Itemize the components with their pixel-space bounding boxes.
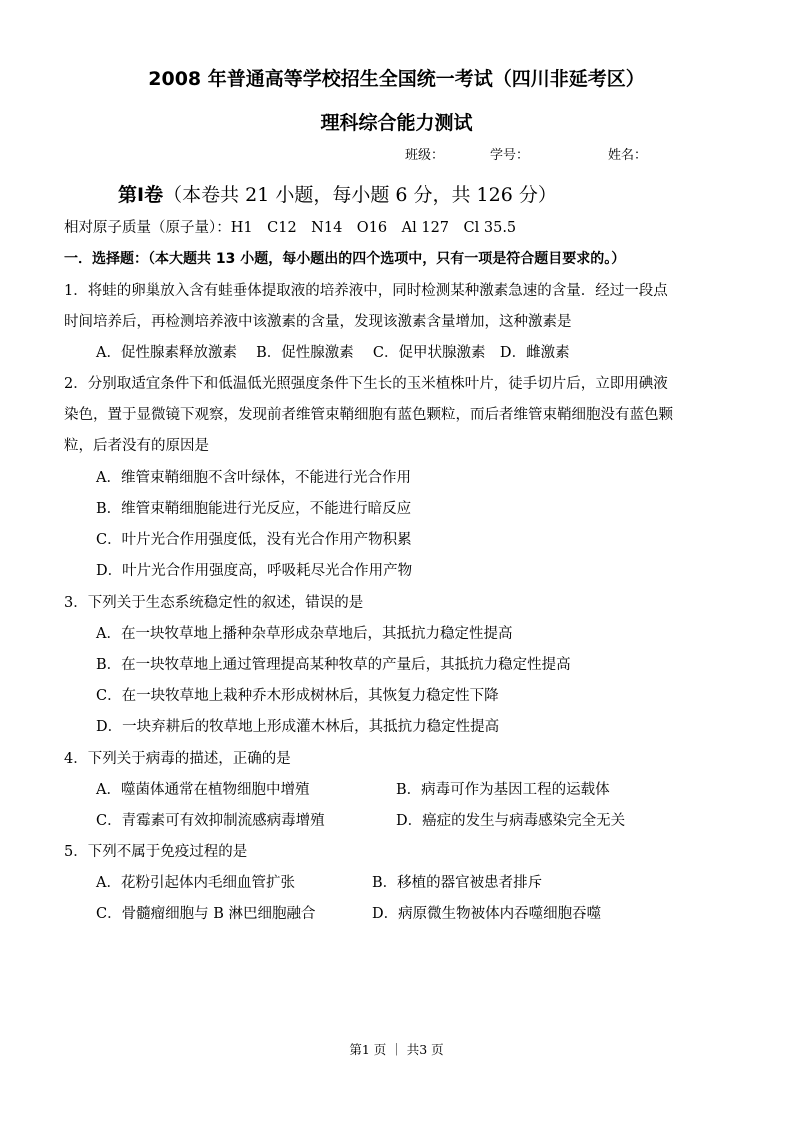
exam-subtitle: 理科综合能力测试	[320, 112, 473, 134]
question-4-option-d: D．癌症的发生与病毒感染完全无关	[396, 813, 626, 829]
question-5-option-c: C．骨髓瘤细胞与 B 淋巴细胞融合	[96, 906, 316, 922]
question-2-option-a: A．维管束鞘细胞不含叶绿体，不能进行光合作用	[96, 470, 411, 486]
question-2-line-2: 染色，置于显微镜下观察，发现前者维管束鞘细胞有蓝色颗粒，而后者维管束鞘细胞没有蓝色颗	[64, 407, 673, 423]
question-1-options: A．促性腺素释放激素 B．促性腺激素 C．促甲状腺激素 D．雌激素	[96, 345, 570, 361]
question-4-option-a: A．噬菌体通常在植物细胞中增殖	[96, 782, 310, 798]
class-label: 班级：	[405, 148, 445, 163]
question-2-line-3: 粒，后者没有的原因是	[64, 438, 209, 454]
question-5-option-a: A．花粉引起体内毛细血管扩张	[96, 875, 295, 891]
question-5-option-b: B．移植的器官被患者排斥	[372, 875, 543, 891]
part1-heading: 一．选择题：（本大题共 13 小题，每小题出的四个选项中，只有一项是符合题目要求的。）	[64, 251, 626, 267]
section-title: 第Ⅰ卷	[118, 184, 164, 206]
question-3-option-a: A．在一块牧草地上播种杂草形成杂草地后，其抵抗力稳定性提高	[96, 626, 513, 642]
question-2-option-d: D．叶片光合作用强度高，呼吸耗尽光合作用产物	[96, 563, 413, 579]
exam-title: 2008 年普通高等学校招生全国统一考试（四川非延考区）	[148, 68, 645, 90]
question-3-option-d: D．一块弃耕后的牧草地上形成灌木林后，其抵抗力稳定性提高	[96, 719, 500, 735]
question-5-option-d: D．病原微生物被体内吞噬细胞吞噬	[372, 906, 602, 922]
question-4-option-c: C．青霉素可有效抑制流感病毒增殖	[96, 813, 325, 829]
atomic-mass-line: 相对原子质量（原子量）：H1 C12 N14 O16 Al 127 Cl 35.5	[64, 220, 517, 236]
question-2-option-c: C．叶片光合作用强度低，没有光合作用产物积累	[96, 532, 412, 548]
question-4-option-b: B．病毒可作为基因工程的运载体	[396, 782, 610, 798]
question-1-line-1: 1．将蛙的卵巢放入含有蛙垂体提取液的培养液中，同时检测某种激素急速的含量．经过一段点	[64, 283, 668, 299]
student-id-label: 学号：	[490, 148, 530, 163]
name-label: 姓名：	[608, 148, 648, 163]
question-3-option-b: B．在一块牧草地上通过管理提高某种牧草的产量后，其抵抗力稳定性提高	[96, 657, 571, 673]
question-2-option-b: B．维管束鞘细胞能进行光反应，不能进行暗反应	[96, 501, 412, 517]
question-3-option-c: C．在一块牧草地上栽种乔木形成树林后，其恢复力稳定性下降	[96, 688, 499, 704]
section-heading	[118, 180, 557, 207]
question-5-stem: 5．下列不属于免疫过程的是	[64, 844, 248, 860]
section-note: （本卷共 21 小题，每小题 6 分，共 126 分）	[163, 184, 557, 206]
question-3-stem: 3．下列关于生态系统稳定性的叙述，错误的是	[64, 595, 364, 611]
page-footer: 第1 页 ｜ 共3 页	[349, 1042, 444, 1057]
question-2-line-1: 2．分别取适宜条件下和低温低光照强度条件下生长的玉米植株叶片，徒手切片后，立即用碘液	[64, 376, 668, 392]
question-4-stem: 4．下列关于病毒的描述，正确的是	[64, 751, 291, 767]
question-1-line-2: 时间培养后，再检测培养液中该激素的含量，发现该激素含量增加，这种激素是	[64, 314, 572, 330]
